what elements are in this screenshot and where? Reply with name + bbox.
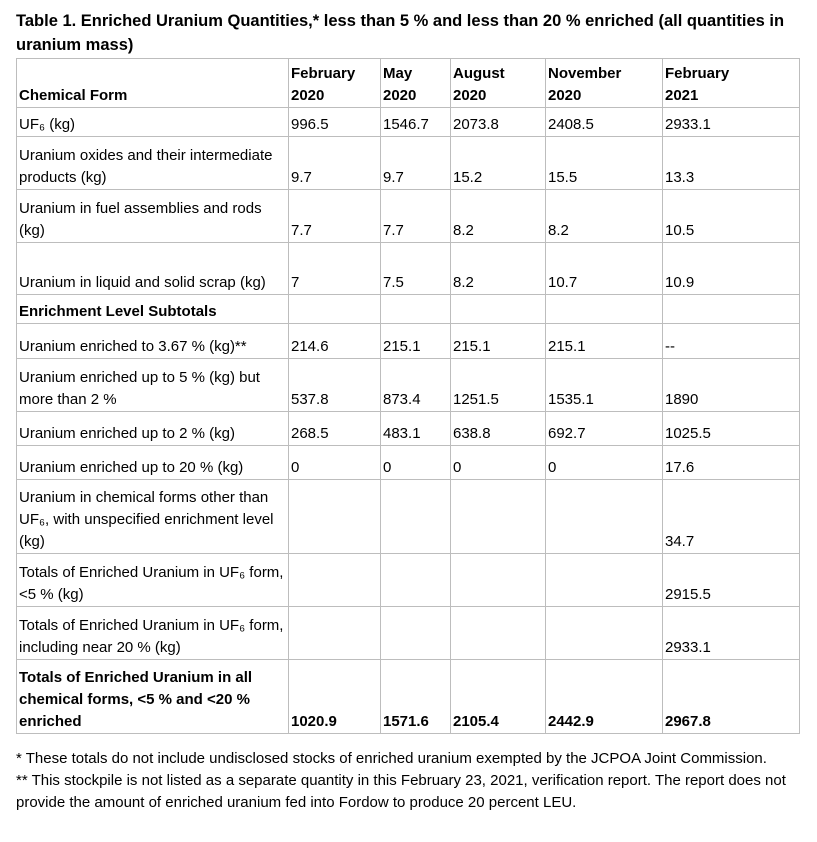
footnotes bbox=[16, 748, 796, 814]
table-row bbox=[17, 243, 800, 295]
cell-value: 215.1 bbox=[546, 324, 663, 359]
cell-value: 996.5 bbox=[289, 108, 381, 137]
header-year: 2020 bbox=[453, 87, 487, 104]
row-label: Totals of Enriched Uranium in UF₆ form, <5 % (kg) bbox=[17, 554, 289, 607]
table-row bbox=[17, 554, 800, 607]
cell-value: 873.4 bbox=[381, 359, 451, 412]
cell-value bbox=[289, 554, 381, 607]
cell-value: 0 bbox=[451, 446, 546, 480]
header-nov-2020 bbox=[546, 59, 663, 108]
header-year: 2020 bbox=[383, 87, 417, 104]
cell-value: 1025.5 bbox=[663, 412, 800, 446]
cell-value: 7.5 bbox=[381, 243, 451, 295]
cell-value: 0 bbox=[381, 446, 451, 480]
header-month: August bbox=[453, 65, 505, 82]
header-year: 2020 bbox=[291, 87, 325, 104]
cell-value: 1890 bbox=[663, 359, 800, 412]
header-aug-2020 bbox=[451, 59, 546, 108]
cell-value: 2933.1 bbox=[663, 108, 800, 137]
cell-value bbox=[289, 607, 381, 660]
row-label: Totals of Enriched Uranium in UF₆ form, including near 20 % (kg) bbox=[17, 607, 289, 660]
cell-value: 692.7 bbox=[546, 412, 663, 446]
cell-value: 15.5 bbox=[546, 137, 663, 190]
cell-value: 0 bbox=[289, 446, 381, 480]
table-row bbox=[17, 359, 800, 412]
row-label: Uranium enriched up to 5 % (kg) but more than 2 % bbox=[17, 359, 289, 412]
header-chemical-form: Chemical Form bbox=[17, 59, 289, 108]
cell-value bbox=[451, 295, 546, 324]
cell-value bbox=[546, 607, 663, 660]
header-may-2020 bbox=[381, 59, 451, 108]
total-value: 1571.6 bbox=[381, 660, 451, 734]
header-month: February bbox=[291, 65, 356, 82]
section-label: Enrichment Level Subtotals bbox=[17, 295, 289, 324]
cell-value bbox=[381, 480, 451, 554]
header-year: 2020 bbox=[548, 87, 582, 104]
header-year: 2021 bbox=[665, 87, 699, 104]
cell-value: 10.7 bbox=[546, 243, 663, 295]
cell-value: 1251.5 bbox=[451, 359, 546, 412]
cell-value: 2408.5 bbox=[546, 108, 663, 137]
table-row bbox=[17, 190, 800, 243]
cell-value: 8.2 bbox=[451, 243, 546, 295]
cell-value: 17.6 bbox=[663, 446, 800, 480]
total-value: 2105.4 bbox=[451, 660, 546, 734]
table-row bbox=[17, 446, 800, 480]
cell-value: 0 bbox=[546, 446, 663, 480]
header-month: February bbox=[665, 65, 730, 82]
row-label: Uranium enriched to 3.67 % (kg)** bbox=[17, 324, 289, 359]
table-row bbox=[17, 607, 800, 660]
row-label: Uranium in chemical forms other than UF₆, with unspecified enrichment level (kg) bbox=[17, 480, 289, 554]
table-row bbox=[17, 324, 800, 359]
cell-value: 537.8 bbox=[289, 359, 381, 412]
cell-value bbox=[451, 554, 546, 607]
cell-value: 13.3 bbox=[663, 137, 800, 190]
total-value: 2442.9 bbox=[546, 660, 663, 734]
cell-value bbox=[451, 607, 546, 660]
cell-value bbox=[546, 554, 663, 607]
total-row bbox=[17, 660, 800, 734]
header-feb-2021 bbox=[663, 59, 800, 108]
cell-value bbox=[451, 480, 546, 554]
table-row bbox=[17, 412, 800, 446]
cell-value: 2915.5 bbox=[663, 554, 800, 607]
cell-value: 215.1 bbox=[381, 324, 451, 359]
table-row bbox=[17, 295, 800, 324]
row-label: Uranium oxides and their intermediate products (kg) bbox=[17, 137, 289, 190]
total-value: 1020.9 bbox=[289, 660, 381, 734]
cell-value: 7.7 bbox=[381, 190, 451, 243]
cell-value bbox=[381, 295, 451, 324]
cell-value: 8.2 bbox=[546, 190, 663, 243]
cell-value: 214.6 bbox=[289, 324, 381, 359]
table-row bbox=[17, 108, 800, 137]
header-feb-2020 bbox=[289, 59, 381, 108]
header-row bbox=[17, 59, 800, 108]
cell-value bbox=[289, 480, 381, 554]
cell-value: 7.7 bbox=[289, 190, 381, 243]
total-label: Totals of Enriched Uranium in all chemical forms, <5 % and <20 % enriched bbox=[17, 660, 289, 734]
cell-value: 483.1 bbox=[381, 412, 451, 446]
row-label: Uranium in liquid and solid scrap (kg) bbox=[17, 243, 289, 295]
table-row bbox=[17, 137, 800, 190]
cell-value bbox=[289, 295, 381, 324]
cell-value: 9.7 bbox=[381, 137, 451, 190]
total-value: 2967.8 bbox=[663, 660, 800, 734]
footnote-1: * These totals do not include undisclosed stocks of enriched uranium exempted by the JCPOA Joint Commission. bbox=[16, 750, 767, 767]
cell-value: 15.2 bbox=[451, 137, 546, 190]
cell-value: 9.7 bbox=[289, 137, 381, 190]
cell-value: 2073.8 bbox=[451, 108, 546, 137]
cell-value: 10.5 bbox=[663, 190, 800, 243]
uranium-table bbox=[16, 58, 800, 734]
cell-value bbox=[546, 295, 663, 324]
table-title: Table 1. Enriched Uranium Quantities,* less than 5 % and less than 20 % enriched (all quantities in uranium mass) bbox=[16, 12, 785, 54]
cell-value: 8.2 bbox=[451, 190, 546, 243]
row-label: Uranium enriched up to 20 % (kg) bbox=[17, 446, 289, 480]
cell-value: 638.8 bbox=[451, 412, 546, 446]
cell-value: 268.5 bbox=[289, 412, 381, 446]
cell-value: 34.7 bbox=[663, 480, 800, 554]
footnote-2: ** This stockpile is not listed as a separate quantity in this February 23, 2021, verification report. The report does not provide the amount of enriched uranium fed into Fordow to produce 20 percent LEU. bbox=[16, 772, 786, 811]
cell-value: 1535.1 bbox=[546, 359, 663, 412]
cell-value: 7 bbox=[289, 243, 381, 295]
table-row bbox=[17, 480, 800, 554]
cell-value bbox=[546, 480, 663, 554]
cell-value: 10.9 bbox=[663, 243, 800, 295]
row-label: Uranium enriched up to 2 % (kg) bbox=[17, 412, 289, 446]
cell-value: 215.1 bbox=[451, 324, 546, 359]
cell-value bbox=[663, 295, 800, 324]
header-month: November bbox=[548, 65, 622, 82]
cell-value: -- bbox=[663, 324, 800, 359]
cell-value: 1546.7 bbox=[381, 108, 451, 137]
cell-value bbox=[381, 554, 451, 607]
row-label: Uranium in fuel assemblies and rods (kg) bbox=[17, 190, 289, 243]
row-label: UF₆ (kg) bbox=[17, 108, 289, 137]
cell-value: 2933.1 bbox=[663, 607, 800, 660]
header-month: May bbox=[383, 65, 413, 82]
cell-value bbox=[381, 607, 451, 660]
